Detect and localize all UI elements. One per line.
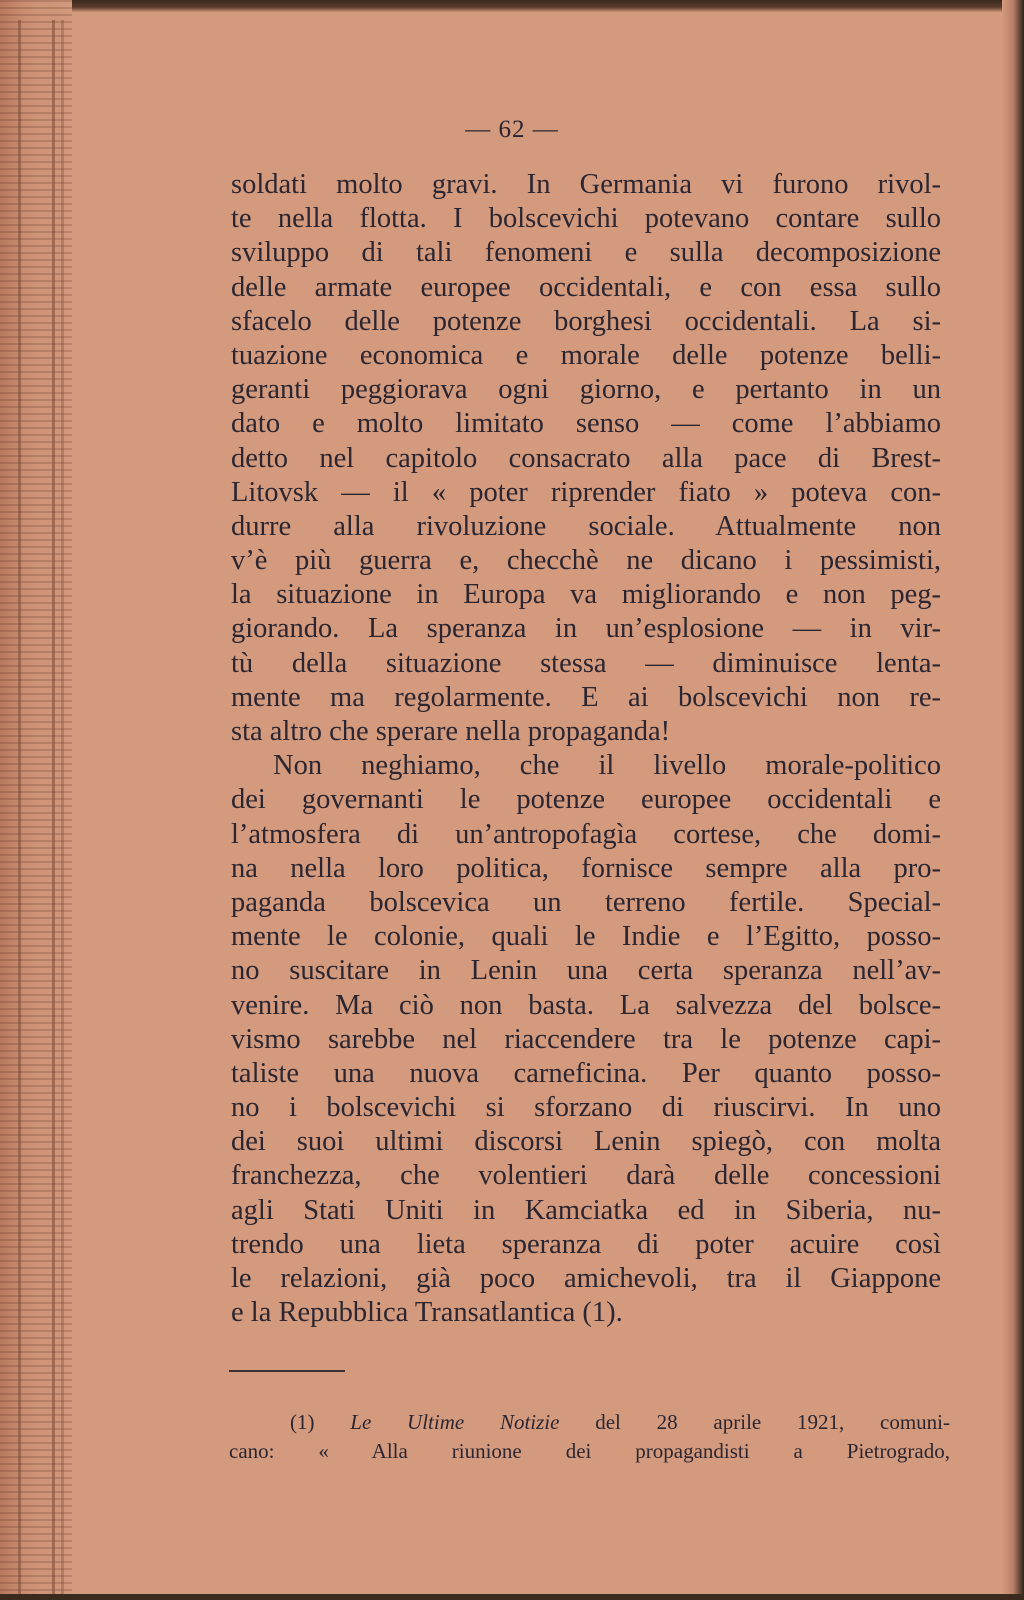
text-line: dei governanti le potenze europee occidentali e [231,784,941,816]
footnote-marker: (1) [290,1410,315,1434]
binding-crease [61,20,64,1595]
footnote-separator [229,1370,345,1372]
text-line: paganda bolscevica un terreno fertile. Special- [231,886,941,918]
text-line: no suscitare in Lenin una certa speranza nell’av- [231,955,941,987]
text-line: detto nel capitolo consacrato alla pace di Brest- [231,442,941,474]
page-bottom-edge [0,1594,1024,1600]
text-line: l’atmosfera di un’antropofagìa cortese, che domi- [231,818,941,850]
text-line: v’è più guerra e, checchè ne dicano i pessimisti, [231,545,941,577]
paragraph-last-line: e la Repubblica Transatlantica (1). [231,1297,623,1329]
text-line: taliste una nuova carneficina. Per quanto posso- [231,1057,941,1089]
text-line: vismo sarebbe nel riaccendere tra le potenze capi- [231,1023,941,1055]
footnote [229,1408,950,1466]
text-line: na nella loro politica, fornisce sempre alla pro- [231,852,941,884]
text-line: la situazione in Europa va migliorando e non peg- [231,579,941,611]
footnote-source-title: Le Ultime Notizie [350,1410,560,1434]
text-line: durre alla rivoluzione sociale. Attualmente non [231,510,941,542]
page-right-edge [1002,0,1024,1600]
page-number: — 62 — [465,116,559,143]
text-line: le relazioni, già poco amichevoli, tra il Giappone [231,1263,941,1294]
binding-crease [18,20,21,1595]
text-line: trendo una lieta speranza di poter acuire così [231,1228,941,1260]
text-line: franchezza, che volentieri darà delle concessioni [231,1160,941,1192]
text-line: agli Stati Uniti in Kamciatka ed in Siberia, nu- [231,1194,941,1226]
text-line: te nella flotta. I bolscevichi potevano contare sullo [231,203,941,235]
body-text [231,168,941,1330]
binding-crease [52,20,55,1595]
footnote-line: cano: « Alla riunione dei propagandisti a Pietrogrado, [229,1439,950,1463]
text-line: delle armate europee occidentali, e con essa sullo [231,271,941,303]
footnote-line [290,1408,950,1437]
text-line: dei suoi ultimi discorsi Lenin spiegò, con molta [231,1126,941,1158]
page-top-edge [0,0,1024,12]
text-line: soldati molto gravi. In Germania vi furono rivol- [231,169,941,200]
text-line: tuazione economica e morale delle potenze belli- [231,339,941,371]
text-line: dato e molto limitato senso — come l’abbiamo [231,408,941,440]
text-line: sfacelo delle potenze borghesi occidentali. La si- [231,305,941,337]
text-line: tù della situazione stessa — diminuisce lenta- [231,647,941,679]
text-line: venire. Ma ciò non basta. La salvezza del bolsce- [231,989,941,1021]
text-line: sviluppo di tali fenomeni e sulla decomposizione [231,237,941,269]
text-line: mente ma regolarmente. E ai bolscevichi non re- [231,681,941,713]
text-line: no i bolscevichi si sforzano di riuscirvi. In uno [231,1092,941,1124]
book-binding [0,0,72,1600]
paragraph-last-line: sta altro che sperare nella propaganda! [231,716,671,747]
text-line: geranti peggiorava ogni giorno, e pertanto in un [231,374,941,406]
paragraph-first-line: Non neghiamo, che il livello morale-politico [273,750,941,782]
text-line: Litovsk — il « poter riprender fiato » poteva con- [231,476,941,508]
text-line: mente le colonie, quali le Indie e l’Egitto, posso- [231,921,941,953]
text-line: giorando. La speranza in un’esplosione — in vir- [231,613,941,645]
footnote-text: del 28 aprile 1921, comuni- [595,1410,950,1434]
